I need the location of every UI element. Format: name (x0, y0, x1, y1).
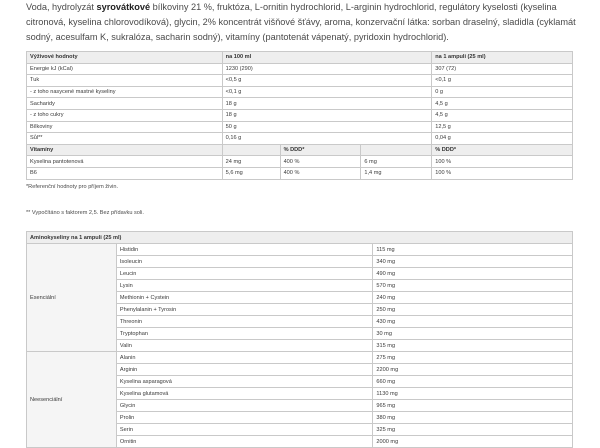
nutrition-header-cell: na 100 ml (222, 52, 432, 64)
amino-acid-amount: 2200 mg (373, 364, 573, 376)
nutrient-per-100ml: 1230 (290) (222, 63, 432, 75)
vitamin-ddd-100ml: 400 % (280, 167, 361, 179)
table-row (27, 133, 573, 145)
nutrient-per-100ml: 50 g (222, 121, 432, 133)
amino-header-cell: Aminokyseliny na 1 ampuli (25 ml) (27, 232, 573, 244)
table-row (27, 167, 573, 179)
vitamin-ddd-100ml: 400 % (280, 156, 361, 168)
vitamin-header-cell: % DDD* (280, 144, 361, 156)
amino-acid-amount: 240 mg (373, 292, 573, 304)
nutrient-per-ampoule: 12,5 g (432, 121, 573, 133)
ingredients-part: Voda, hydrolyzát (26, 2, 97, 12)
nutrient-per-100ml: 18 g (222, 109, 432, 121)
amino-acid-amount: 2000 mg (373, 436, 573, 448)
ingredients-bold: syrovátkové (96, 2, 151, 12)
ingredients-rest: bílkoviny 21 %, fruktóza, L-ornitin hydrochlorid, L-arginin hydrochlorid, regulátory kyselosti (kyselina citronová, kyselina chlorovodíková), glycin, 2% koncentrát višňové šťávy, aroma, konzervační látka: sorban draselný, sladidla (cyklamát sodný, acesulfam K, sukralóza, sacharin sodný), vitamíny (pantotenát vápenatý, pyridoxin hydrochlorid). (26, 2, 576, 42)
vitamin-name: Kyselina pantotenová (27, 156, 223, 168)
amino-acid-amount: 325 mg (373, 424, 573, 436)
table-row (27, 156, 573, 168)
amino-acid-amount: 490 mg (373, 268, 573, 280)
amino-header-row (27, 232, 573, 244)
amino-acid-amount: 30 mg (373, 328, 573, 340)
amino-acid-name: Serin (116, 424, 373, 436)
nutrient-per-100ml: 18 g (222, 98, 432, 110)
amino-acid-table (26, 231, 573, 448)
amino-acid-name: Ornitin (116, 436, 373, 448)
amino-acid-name: Methionin + Cystein (116, 292, 373, 304)
amino-acid-name: Leucin (116, 268, 373, 280)
table-row (27, 244, 573, 256)
nutrient-per-100ml: <0,5 g (222, 75, 432, 87)
ingredients-text (26, 0, 586, 45)
nutrient-per-ampoule: 4,5 g (432, 98, 573, 110)
nutrient-per-ampoule: 0 g (432, 86, 573, 98)
nutrient-per-ampoule: 307 (72) (432, 63, 573, 75)
amino-acid-name: Lysin (116, 280, 373, 292)
footnote-reference: *Referenční hodnoty pro příjem živin. (26, 184, 119, 190)
table-row (27, 98, 573, 110)
vitamin-per-100ml: 5,6 mg (222, 167, 280, 179)
vitamin-ddd-ampoule: 100 % (432, 167, 573, 179)
amino-group-label: Neesenciální (27, 352, 117, 448)
vitamin-header-cell (222, 144, 280, 156)
amino-acid-amount: 340 mg (373, 256, 573, 268)
vitamin-name: B6 (27, 167, 223, 179)
vitamin-ddd-ampoule: 100 % (432, 156, 573, 168)
vitamin-per-ampoule: 1,4 mg (361, 167, 432, 179)
nutrient-name: - z toho cukry (27, 109, 223, 121)
table-row (27, 63, 573, 75)
nutrient-name: Sůl** (27, 133, 223, 145)
amino-acid-name: Threonin (116, 316, 373, 328)
amino-acid-name: Prolin (116, 412, 373, 424)
amino-acid-amount: 315 mg (373, 340, 573, 352)
amino-acid-amount: 660 mg (373, 376, 573, 388)
amino-acid-name: Isoleucin (116, 256, 373, 268)
amino-group-label: Esenciální (27, 244, 117, 352)
amino-acid-name: Phenylalanin + Tyrosin (116, 304, 373, 316)
amino-acid-name: Alanin (116, 352, 373, 364)
vitamin-header-cell (361, 144, 432, 156)
nutrient-per-ampoule: <0,1 g (432, 75, 573, 87)
amino-acid-name: Kyselina glutamová (116, 388, 373, 400)
amino-acid-amount: 380 mg (373, 412, 573, 424)
vitamin-header-row (27, 144, 573, 156)
table-row (27, 86, 573, 98)
nutrient-per-100ml: <0,1 g (222, 86, 432, 98)
nutrient-name: Energie kJ (kCal) (27, 63, 223, 75)
amino-acid-amount: 570 mg (373, 280, 573, 292)
amino-acid-name: Histidin (116, 244, 373, 256)
nutrient-per-ampoule: 0,04 g (432, 133, 573, 145)
table-row (27, 109, 573, 121)
nutrient-name: - z toho nasycené mastné kyseliny (27, 86, 223, 98)
nutrient-per-ampoule: 4,5 g (432, 109, 573, 121)
vitamin-header-cell: % DDD* (432, 144, 573, 156)
nutrient-name: Bílkoviny (27, 121, 223, 133)
amino-acid-amount: 430 mg (373, 316, 573, 328)
amino-acid-amount: 115 mg (373, 244, 573, 256)
nutrient-name: Sacharidy (27, 98, 223, 110)
amino-acid-name: Arginin (116, 364, 373, 376)
nutrient-per-100ml: 0,16 g (222, 133, 432, 145)
nutrition-header-row (27, 52, 573, 64)
table-row (27, 75, 573, 87)
amino-acid-amount: 965 mg (373, 400, 573, 412)
table-row (27, 352, 573, 364)
vitamin-per-ampoule: 6 mg (361, 156, 432, 168)
vitamin-header-cell: Vitamíny (27, 144, 223, 156)
amino-acid-amount: 250 mg (373, 304, 573, 316)
amino-acid-name: Valin (116, 340, 373, 352)
vitamin-per-100ml: 24 mg (222, 156, 280, 168)
amino-acid-name: Kyselina asparagová (116, 376, 373, 388)
nutrition-header-cell: Výživové hodnoty (27, 52, 223, 64)
amino-acid-amount: 1130 mg (373, 388, 573, 400)
nutrition-header-cell: na 1 ampuli (25 ml) (432, 52, 573, 64)
nutrition-table (26, 51, 573, 180)
nutrient-name: Tuk (27, 75, 223, 87)
amino-acid-amount: 275 mg (373, 352, 573, 364)
amino-acid-name: Tryptophan (116, 328, 373, 340)
table-row (27, 121, 573, 133)
amino-acid-name: Glycin (116, 400, 373, 412)
footnote-salt: ** Vypočítáno s faktorem 2,5. Bez přídavku soli. (26, 210, 144, 216)
